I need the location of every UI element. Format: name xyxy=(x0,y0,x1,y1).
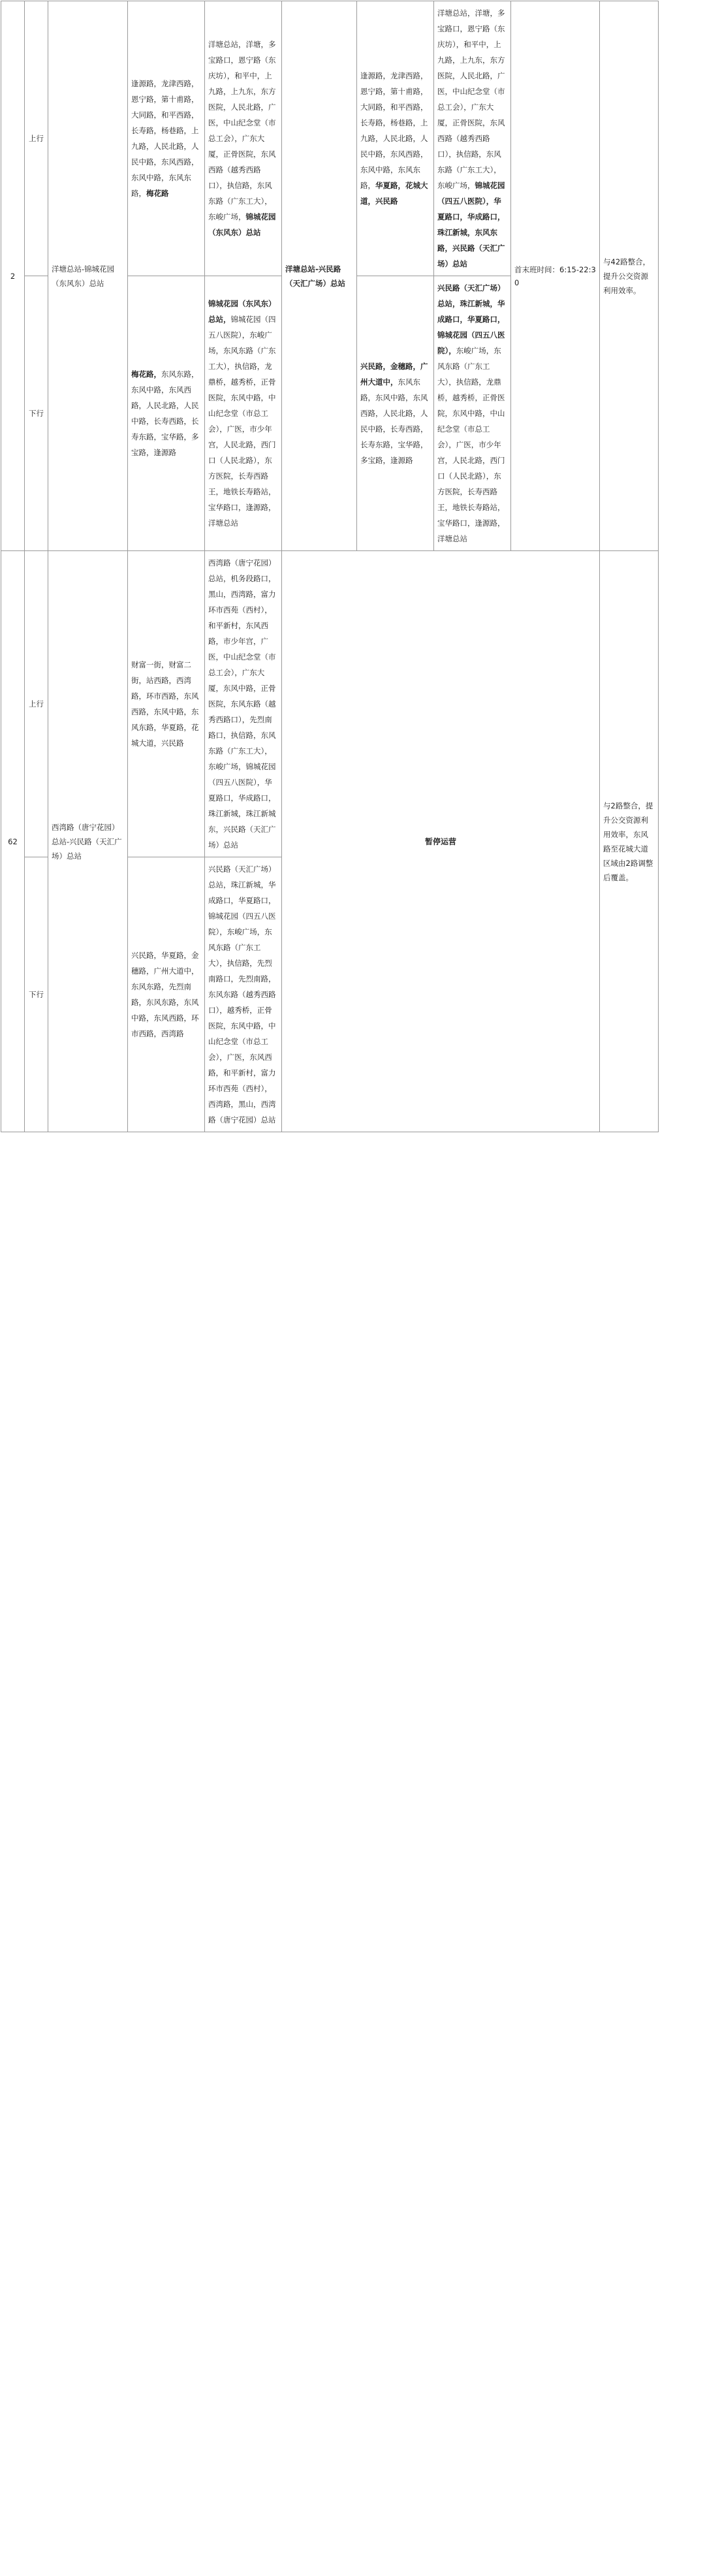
adjustment-note: 与2路整合，提升公交资源利用效率，东风路至花城大道区域由2路调整后覆盖。 xyxy=(600,551,659,1132)
stop-name: 兴民路 xyxy=(375,197,398,206)
new-down-stops xyxy=(434,276,511,551)
stop-name: 东风西路（越秀西路口）， xyxy=(437,118,505,159)
old-up-stops xyxy=(205,1,282,276)
stop-name: 多宝路口， xyxy=(208,40,276,65)
direction-up: 上行 xyxy=(25,551,48,857)
stop-name: 洋塘， xyxy=(475,8,497,18)
stop-name: 洋塘， xyxy=(245,40,268,49)
stop-name: 财富一街， xyxy=(131,660,169,669)
new-up-stops xyxy=(434,1,511,276)
stop-name: 兴民路（天汇广场）总站， xyxy=(437,283,505,308)
stop-name: 东风东路（广东工大）， xyxy=(208,731,276,755)
stop-name: 洋塘总站 xyxy=(437,534,467,543)
stop-name: 先烈南路， xyxy=(131,982,191,1007)
stop-name: 宝华路口， xyxy=(208,503,246,512)
route-number: 62 xyxy=(1,551,25,1132)
stop-name: 华夏路， xyxy=(161,951,191,960)
stop-name: 华夏路口， xyxy=(208,778,272,803)
stop-name: 兴民路（天汇广场）总站， xyxy=(208,865,276,889)
table-row xyxy=(1,1,705,276)
new-route-name: 洋塘总站-兴民路（天汇广场）总站 xyxy=(282,1,357,551)
stop-name: 逢源路， xyxy=(131,79,161,88)
stop-name: 东峻广场， xyxy=(227,927,265,936)
old-route-name-text: 洋塘总站-锦城花园（东风东）总站 xyxy=(52,264,115,288)
stop-name: 东风东路（广东工大）， xyxy=(437,150,501,174)
stop-name: 东风东路， xyxy=(131,982,169,991)
old-route-name xyxy=(48,551,128,1132)
stop-name: 中山纪念堂（市总工会）， xyxy=(208,1021,276,1062)
stop-name: 东风中路， xyxy=(230,393,268,402)
stop-name: 第十甫路， xyxy=(390,87,428,96)
stop-name: 执信路， xyxy=(227,959,257,968)
stop-name: 长寿西路王， xyxy=(208,471,268,496)
stop-name: 东风西路， xyxy=(161,157,199,167)
old-up-roads xyxy=(128,551,205,857)
stop-name: 东风东路（广东工大）， xyxy=(208,927,272,968)
stop-name: 兴民路（天汇广场）总站 xyxy=(437,244,505,268)
stop-name: 正骨医院， xyxy=(208,684,276,708)
stop-name: 锦城花园（东风东）总站 xyxy=(208,212,276,237)
route-adjustment-table xyxy=(1,1,705,1132)
stop-name: 环市西路， xyxy=(146,692,184,701)
stop-name: 长寿东路， xyxy=(360,440,398,449)
stop-name: 梅花路 xyxy=(146,189,169,198)
stop-name: 西湾路 xyxy=(161,1029,184,1038)
stop-name: 龙津西路， xyxy=(390,71,428,80)
stop-name: 长寿路， xyxy=(360,118,390,127)
stop-name: 锦城花园（四五八医院）， xyxy=(208,912,276,936)
old-down-roads xyxy=(128,857,205,1132)
stop-name: 兴民路， xyxy=(360,362,390,371)
stop-name: 东风中路， xyxy=(153,707,191,716)
stop-name: 执信路， xyxy=(234,362,265,371)
stop-name: 上九路， xyxy=(208,71,272,96)
stop-name: 市少年宫， xyxy=(437,440,501,465)
stop-name: 大同路， xyxy=(360,103,390,112)
stop-name: 龙津西路， xyxy=(161,79,199,88)
stop-name: 东方医院， xyxy=(208,456,272,481)
stop-name: 东风东路（越秀西路口）， xyxy=(208,990,276,1015)
old-down-stops xyxy=(205,276,282,551)
stop-name: 金穗路， xyxy=(390,362,420,371)
suspended-status: 暂停运营 xyxy=(282,551,600,1132)
stop-name: 东风东路， xyxy=(437,228,497,253)
stop-name: 华成路口， xyxy=(467,212,505,221)
stop-name: 和平新村， xyxy=(208,621,246,630)
stop-name: 地铁长寿路站， xyxy=(223,487,276,496)
direction-up: 上行 xyxy=(25,1,48,276)
stop-name: 环市西路， xyxy=(131,1013,199,1038)
stop-name: 华成路口， xyxy=(238,793,276,803)
stop-name: 西湾路， xyxy=(208,1100,238,1109)
stop-name: 多宝路， xyxy=(360,456,390,465)
stop-name: 珠江新城， xyxy=(437,228,475,237)
stop-name: 中山纪念堂（市总工会）， xyxy=(208,118,276,143)
stop-name: 上九东， xyxy=(460,56,490,65)
stop-name: 东方医院， xyxy=(437,471,501,496)
stop-name: 东风中路， xyxy=(452,409,490,418)
stop-name: 东风西路， xyxy=(153,1013,191,1023)
stop-name: 中山纪念堂（市总工会）， xyxy=(437,87,505,112)
stop-name: 珠江新城东， xyxy=(208,809,276,834)
stop-name: 人民中路， xyxy=(360,134,428,159)
stop-name: 龙鼎桥， xyxy=(437,377,501,402)
stop-name: 和平中， xyxy=(234,71,265,80)
stop-name: 越秀桥， xyxy=(230,377,261,387)
stop-name: 东风东路， xyxy=(360,377,420,402)
stop-name: 第十甫路， xyxy=(161,95,199,104)
stop-name: 杨巷路， xyxy=(390,118,420,127)
stop-name: 广东大厦， xyxy=(208,668,265,693)
stop-name: 广州大道中， xyxy=(153,966,199,976)
stop-name: 执信路， xyxy=(456,150,486,159)
stop-name: 上九路， xyxy=(131,126,199,151)
new-down-roads xyxy=(357,276,434,551)
stop-name: 东风西路， xyxy=(131,385,191,410)
stop-name: 人民中路， xyxy=(360,409,428,434)
stop-name: 东方医院， xyxy=(208,87,276,112)
stop-name: 广医， xyxy=(208,103,276,127)
stop-name: 东风东路（广东工大）， xyxy=(208,346,276,371)
stop-name: 恩宁路， xyxy=(131,95,161,104)
stop-name: 人民北路， xyxy=(383,134,420,143)
stop-name: 执信路， xyxy=(227,181,257,190)
stop-name: 人民北路， xyxy=(146,401,184,410)
service-hours: 首末班时间：6:15-22:30 xyxy=(511,1,600,551)
stop-name: 华夏路口， xyxy=(437,197,501,221)
stop-name: 广州大道中， xyxy=(360,362,428,387)
stop-name: 人民中路， xyxy=(131,401,199,426)
stop-name: 东风东路（广东工大）， xyxy=(437,346,501,387)
stop-name: 东风东路， xyxy=(131,173,191,198)
stop-name: 越秀桥， xyxy=(227,1006,257,1015)
old-route-name xyxy=(48,1,128,551)
stop-name: 多宝路口， xyxy=(437,8,505,33)
stop-name: 和平西路， xyxy=(390,103,428,112)
stop-name: 先烈南路口， xyxy=(208,715,272,740)
stop-name: 金穗路， xyxy=(131,951,199,976)
stop-name: 锦城花园（四五八医院）， xyxy=(437,330,505,355)
stop-name: 先烈南路口， xyxy=(208,959,272,983)
stop-name: 东风中路， xyxy=(375,393,413,402)
stop-name: 兴民路 xyxy=(161,739,184,748)
stop-name: 长寿东路， xyxy=(131,417,199,441)
stop-name: 华夏路口， xyxy=(467,315,505,324)
stop-name: 广东大厦， xyxy=(208,134,265,159)
stop-name: 兴民路， xyxy=(131,951,161,960)
stop-name: 恩宁路， xyxy=(360,87,390,96)
stop-name: 恩宁路（东庆坊）， xyxy=(208,56,276,80)
old-down-roads xyxy=(128,276,205,551)
direction-down: 下行 xyxy=(25,276,48,551)
adjustment-note: 与42路整合，提升公交资源利用效率。 xyxy=(600,1,659,551)
stop-name: 东风西路， xyxy=(131,692,199,716)
stop-name: 洋塘总站 xyxy=(208,518,238,528)
stop-name: 珠江新城， xyxy=(230,880,268,889)
stop-name: 广医， xyxy=(456,440,479,449)
stop-name: 东风中路， xyxy=(131,385,169,394)
direction-down: 下行 xyxy=(25,857,48,1132)
stop-name: 华夏路， xyxy=(161,723,191,732)
stop-name: 珠江新城， xyxy=(208,809,246,818)
stop-name: 华夏路口， xyxy=(238,896,276,905)
old-up-roads xyxy=(128,1,205,276)
stop-name: 正骨医院， xyxy=(208,377,276,402)
stop-name: 锦城花园（四五八医院）， xyxy=(437,181,505,206)
stop-name: 东风西路（越秀西路口）， xyxy=(208,150,276,190)
stop-name: 西湾路， xyxy=(230,590,261,599)
stop-name: 西湾路， xyxy=(131,676,191,701)
stop-name: 富力环市西苑（西村）， xyxy=(208,1068,276,1093)
stop-name: 东方医院， xyxy=(437,56,505,80)
stop-name: 东风西路， xyxy=(390,150,428,159)
stop-name: 上九路， xyxy=(437,40,501,65)
stop-name: 西湾路（唐宁花园）总站 xyxy=(208,1100,276,1124)
old-down-stops xyxy=(205,857,282,1132)
stop-name: 东风西路， xyxy=(360,393,428,418)
stop-name: 华成路口， xyxy=(208,880,276,905)
stop-name: 广医， xyxy=(227,1053,250,1062)
stop-name: 中山纪念堂（市总工会）， xyxy=(208,652,276,677)
stop-name: 洋塘总站， xyxy=(208,40,246,49)
stop-name: 市少年宫， xyxy=(208,424,272,449)
stop-name: 洋塘总站， xyxy=(437,8,475,18)
stop-name: 西门口（人民北路）， xyxy=(208,440,276,465)
stop-name: 宝华路， xyxy=(398,440,428,449)
stop-name: 正骨医院， xyxy=(223,150,261,159)
stop-name: 执信路， xyxy=(456,377,486,387)
route-number: 2 xyxy=(1,1,25,551)
stop-name: 珠江新城， xyxy=(460,299,497,308)
stop-name: 执信路， xyxy=(230,731,261,740)
stop-name: 锦城花园（四五八医院）， xyxy=(208,315,276,340)
stop-name: 梅花路， xyxy=(131,370,161,379)
stop-name: 东峻广场， xyxy=(437,181,475,190)
stop-name: 人民北路， xyxy=(230,103,268,112)
stop-name: 正骨医院， xyxy=(437,393,505,418)
stop-name: 财富二街， xyxy=(131,660,191,685)
stop-name: 人民北路， xyxy=(383,409,420,418)
stop-name: 花城大道， xyxy=(360,181,428,206)
stop-name: 东风中路， xyxy=(131,173,169,182)
stop-name: 广医， xyxy=(437,71,505,96)
stop-name: 上九路， xyxy=(360,118,428,143)
stop-name: 逢源路， xyxy=(360,71,390,80)
old-up-stops xyxy=(205,551,282,857)
stop-name: 锦城花园（四五八医院）， xyxy=(208,762,276,787)
stop-name: 多宝路， xyxy=(131,432,199,457)
stop-name: 逢源路 xyxy=(153,448,176,457)
stop-name: 站西路， xyxy=(146,676,176,685)
stop-name: 人民北路， xyxy=(460,71,497,80)
stop-name: 和平新村， xyxy=(223,1068,261,1077)
stop-name: 大同路， xyxy=(131,110,161,119)
stop-name: 东峻广场， xyxy=(208,762,246,771)
stop-name: 和平中， xyxy=(463,40,494,49)
stop-name: 东峻广场， xyxy=(456,346,494,355)
stop-name: 正骨医院， xyxy=(208,1006,272,1030)
stop-name: 黑山， xyxy=(238,1100,261,1109)
stop-name: 中山纪念堂（市总工会）， xyxy=(208,393,276,434)
stop-name: 人民中路， xyxy=(131,142,199,167)
stop-name: 东风中路， xyxy=(360,165,398,174)
stop-name: 花城大道， xyxy=(131,723,199,748)
stop-name: 东风东路（广东工大）， xyxy=(208,181,272,206)
stop-name: 东风东路， xyxy=(360,165,420,190)
stop-name: 东风中路， xyxy=(223,684,261,693)
old-route-name-text: 西湾路（唐宁花园）总站-兴民路（天汇广场）总站 xyxy=(52,822,122,861)
stop-name: 东风中路， xyxy=(131,998,199,1023)
stop-name: 宝华路， xyxy=(161,432,191,441)
stop-name: 市少年宫， xyxy=(223,637,261,646)
stop-name: 兴民路（天汇广场）总站 xyxy=(208,825,276,850)
stop-name: 人民北路， xyxy=(153,142,191,151)
stop-name: 东峻广场， xyxy=(208,330,272,355)
stop-name: 广东大厦， xyxy=(437,103,494,127)
stop-name: 广医， xyxy=(227,424,250,434)
stop-name: 华成路口， xyxy=(437,299,505,324)
stop-name: 龙鼎桥， xyxy=(208,362,272,387)
stop-name: 长寿西路王， xyxy=(437,487,497,512)
stop-name: 华夏路， xyxy=(375,181,405,190)
stop-name: 上九东， xyxy=(230,87,261,96)
stop-name: 人民北路， xyxy=(223,440,261,449)
stop-name: 逢源路， xyxy=(245,503,276,512)
stop-name: 先烈南路， xyxy=(238,974,276,983)
stop-name: 长寿西路， xyxy=(390,424,428,434)
stop-name: 富力环市西苑（西村）， xyxy=(208,590,276,614)
stop-name: 人民北路， xyxy=(452,456,490,465)
stop-name: 宝华路口， xyxy=(437,518,475,528)
stop-name: 中山纪念堂（市总工会）， xyxy=(437,409,505,449)
stop-name: 长寿路， xyxy=(131,126,161,135)
stop-name: 东风东路， xyxy=(131,707,199,732)
stop-name: 东峻广场， xyxy=(208,212,246,221)
stop-name: 逢源路 xyxy=(390,456,413,465)
stop-name: 长寿西路， xyxy=(153,417,191,426)
table-row xyxy=(1,551,705,857)
stop-name: 西湾路（唐宁花园）总站， xyxy=(208,558,276,583)
stop-name: 正骨医院， xyxy=(452,118,490,127)
stop-name: 恩宁路（东庆坊）， xyxy=(437,24,505,49)
stop-name: 西门口（人民北路）， xyxy=(437,456,505,481)
stop-name: 东风西路， xyxy=(208,621,268,646)
stop-name: 机务段路口， xyxy=(230,574,276,583)
stop-name: 逢源路， xyxy=(475,518,505,528)
new-up-roads xyxy=(357,1,434,276)
stop-name: 越秀桥， xyxy=(452,393,482,402)
stop-name: 广医， xyxy=(208,637,268,661)
stop-name: 地铁长寿路站， xyxy=(452,503,505,512)
stop-name: 和平西路， xyxy=(161,110,199,119)
stop-name: 东风东路， xyxy=(161,370,199,379)
stop-name: 东风东路（越秀西路口）， xyxy=(208,699,276,724)
stop-name: 东风西路， xyxy=(208,1053,272,1077)
stop-name: 东风中路， xyxy=(230,1021,268,1030)
stop-name: 锦城花园（东风东）总站， xyxy=(208,299,276,324)
stop-name: 黑山， xyxy=(208,590,231,599)
stop-name: 东风东路， xyxy=(146,998,184,1007)
stop-name: 杨巷路， xyxy=(161,126,191,135)
